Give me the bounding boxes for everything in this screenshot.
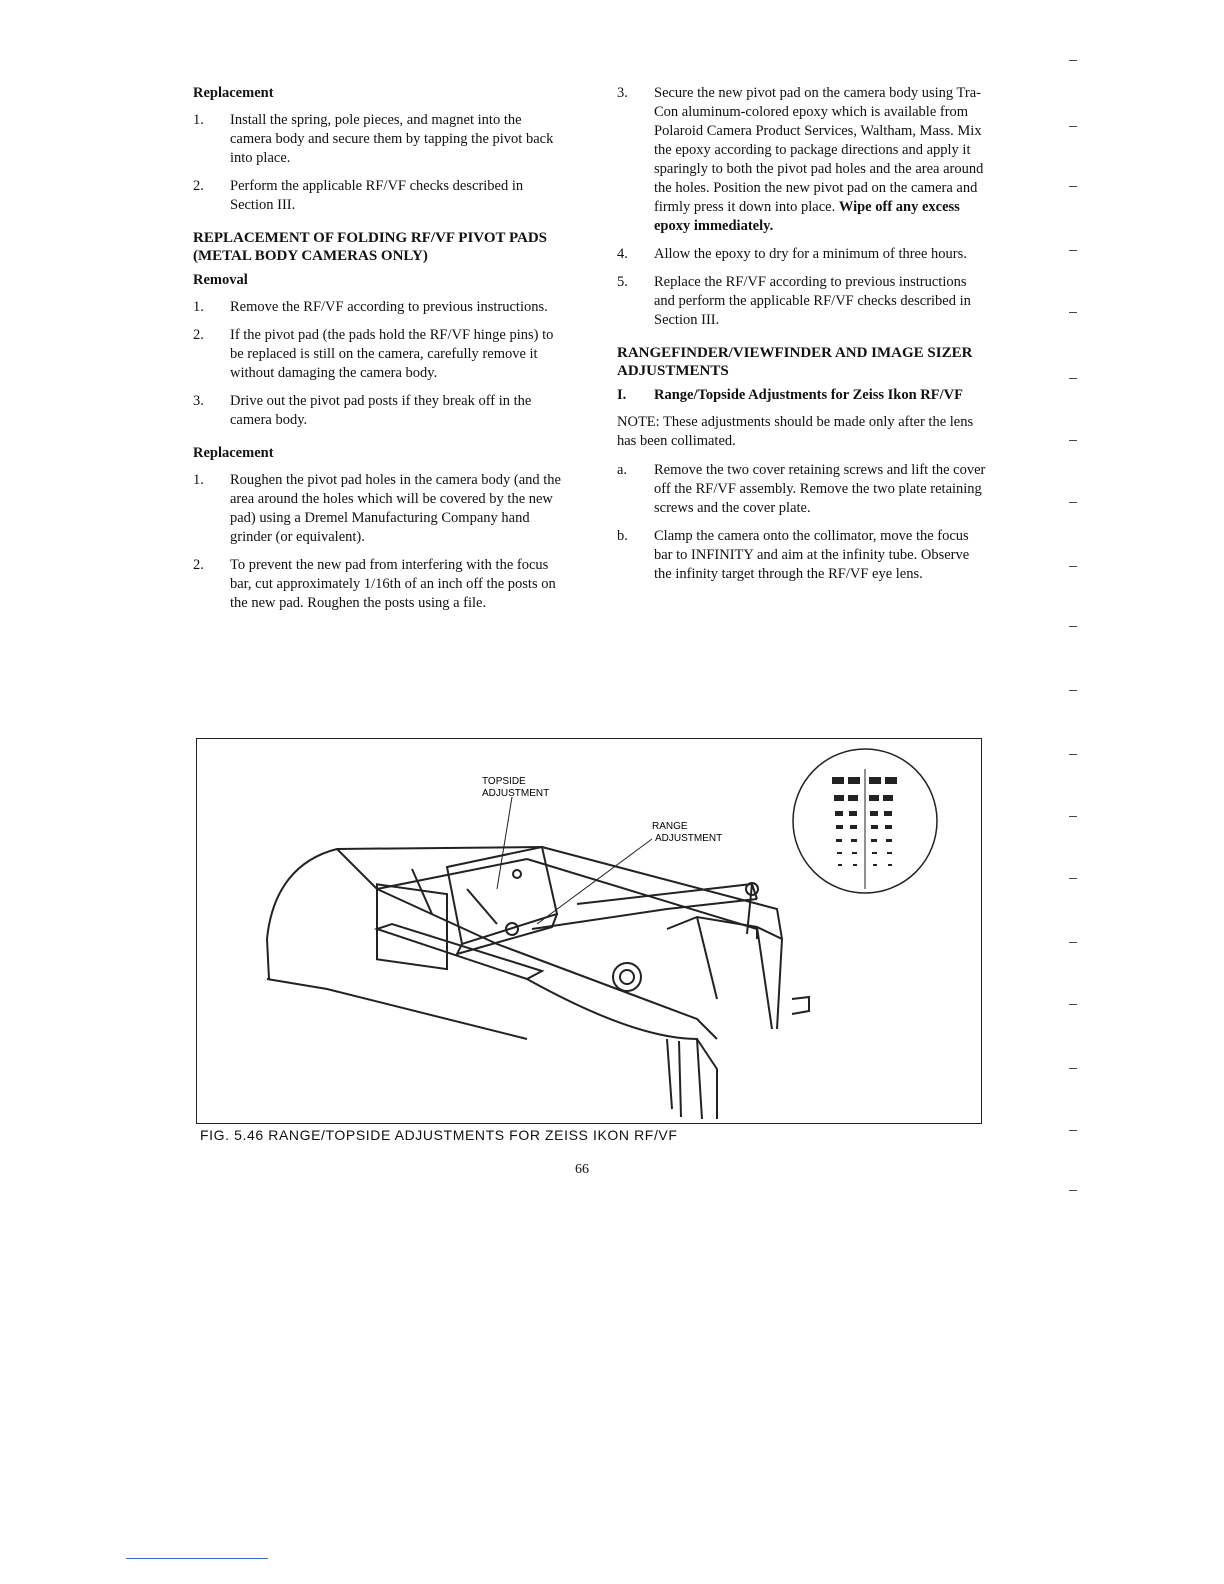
list-item: 4. Allow the epoxy to dry for a minimum of three hours.: [617, 246, 967, 262]
list-item: 3. Drive out the pivot pad posts if they break off in the camera body.: [193, 393, 532, 428]
replacement-heading-2: Replacement: [193, 445, 274, 461]
list-item: 2. Perform the applicable RF/VF checks described in Section III.: [193, 178, 524, 213]
removal-heading: Removal: [193, 272, 248, 288]
list-item: 1. Install the spring, pole pieces, and magnet into the camera body and secure them by tapping the pivot back into place.: [193, 112, 554, 166]
topside-label-2: ADJUSTMENT: [482, 788, 550, 799]
rfvf-illustration: [197, 739, 983, 1125]
sub-heading: I. Range/Topside Adjustments for Zeiss Ikon RF/VF: [617, 387, 963, 403]
bottom-rule: [126, 1558, 268, 1559]
left-column: [193, 84, 565, 622]
wipe-warning: Wipe off any excess epoxy immediately.: [654, 199, 960, 234]
section-heading-rangefinder: RANGEFINDER/VIEWFINDER AND IMAGE SIZER ADJUSTMENTS: [617, 345, 973, 379]
note: NOTE: These adjustments should be made only after the lens has been collimated.: [617, 414, 974, 449]
list-item: a. Remove the two cover retaining screws and lift the cover off the RF/VF assembly. Remove the two plate retaining screws and the cover plate.: [617, 462, 986, 516]
right-column: [617, 84, 989, 593]
figure-5-46: [196, 738, 982, 1124]
figure-caption: FIG. 5.46 RANGE/TOPSIDE ADJUSTMENTS FOR ZEISS IKON RF/VF: [200, 1127, 678, 1143]
list-item: 2. If the pivot pad (the pads hold the RF/VF hinge pins) to be replaced is still on the camera, carefully remove it without damaging the camera body.: [193, 327, 554, 381]
list-item: b. Clamp the camera onto the collimator, move the focus bar to INFINITY and aim at the infinity tube. Observe the infinity target through the RF/VF eye lens.: [617, 528, 970, 582]
viewfinder-target-inset: [793, 749, 937, 893]
section-heading-pivot-pads: REPLACEMENT OF FOLDING RF/VF PIVOT PADS (METAL BODY CAMERAS ONLY): [193, 230, 548, 264]
list-item: 3. Secure the new pivot pad on the camera body using Tra-Con aluminum-colored epoxy which is available from Polaroid Camera Product Services, Waltham, Mass. Mix the epoxy according to package directions and apply it sparingly to both the pivot pad holes and the area around the holes. Position the new pivot pad on the camera and firmly press it down into place. Wipe off any excess epoxy immediately.: [617, 85, 984, 234]
page-number: 66: [575, 1162, 589, 1177]
range-label-2: ADJUSTMENT: [655, 833, 723, 844]
margin-ticks: [1069, 60, 1081, 1500]
list-item: 2. To prevent the new pad from interfering with the focus bar, cut approximately 1/16th of an inch off the posts on the new pad. Roughen the posts using a file.: [193, 557, 556, 611]
replacement-heading: Replacement: [193, 85, 274, 101]
list-item: 1. Roughen the pivot pad holes in the camera body (and the area around the holes which will be covered by the new pad) using a Dremel Manufacturing Company hand grinder (or equivalent).: [193, 472, 561, 545]
list-item: 5. Replace the RF/VF according to previous instructions and perform the applicable RF/VF checks described in Section III.: [617, 274, 971, 328]
list-item: 1. Remove the RF/VF according to previous instructions.: [193, 299, 548, 315]
topside-label-1: TOPSIDE: [482, 776, 526, 787]
range-label-1: RANGE: [652, 821, 688, 832]
